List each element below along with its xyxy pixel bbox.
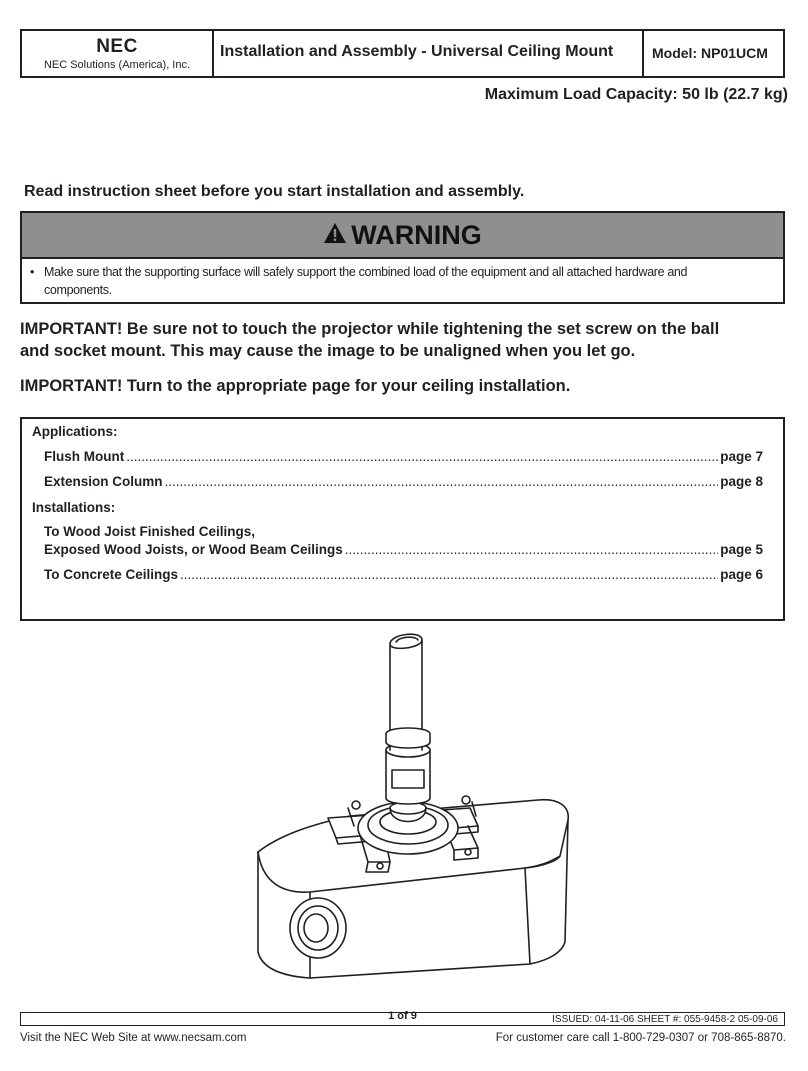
toc-entry-label: To Concrete Ceilings xyxy=(44,567,179,582)
toc-entry-label: Extension Column xyxy=(44,474,163,489)
toc-wood-ceilings[interactable] xyxy=(44,542,763,557)
max-load-capacity: Maximum Load Capacity: 50 lb (22.7 kg) xyxy=(484,86,788,103)
toc-extension-column[interactable] xyxy=(44,474,763,489)
company-name: NEC Solutions (America), Inc. xyxy=(43,59,191,71)
nec-logo: NEC xyxy=(96,36,138,57)
warning-title: WARNING xyxy=(351,220,482,250)
leader-dots xyxy=(126,449,718,464)
website-note: Visit the NEC Web Site at www.necsam.com xyxy=(20,1032,247,1044)
bullet: • xyxy=(30,265,35,279)
projector-mount-illustration xyxy=(240,630,590,985)
important-note-2: IMPORTANT! Turn to the appropriate page for your ceiling installation. xyxy=(20,377,571,395)
model-cell xyxy=(644,31,783,76)
toc-flush-mount[interactable] xyxy=(44,449,763,464)
document-header xyxy=(20,29,785,78)
title-cell xyxy=(212,31,644,76)
toc-page: page 5 xyxy=(720,542,763,557)
toc-entry-label: Flush Mount xyxy=(44,449,125,464)
toc-concrete-ceilings[interactable] xyxy=(44,567,763,582)
issued-info: ISSUED: 04-11-06 SHEET #: 055-9458-2 05-09-06 xyxy=(552,1014,778,1025)
leader-dots xyxy=(180,567,718,582)
contents-box xyxy=(20,417,785,621)
leader-dots xyxy=(345,542,718,557)
warning-text: Make sure that the supporting surface will safely support the combined load of the equipment and all attached hardware and components. xyxy=(44,265,688,297)
toc-wood-line1: To Wood Joist Finished Ceilings, xyxy=(44,524,256,539)
installations-label: Installations: xyxy=(32,500,116,515)
warning-item xyxy=(30,263,753,299)
warning-triangle-icon xyxy=(323,222,347,244)
footer-bar xyxy=(20,1012,785,1026)
page-number: 1 of 9 xyxy=(388,1010,417,1022)
warning-header xyxy=(22,213,783,259)
toc-entry-label: Exposed Wood Joists, or Wood Beam Ceilings xyxy=(44,542,343,557)
read-instructions-note: Read instruction sheet before you start installation and assembly. xyxy=(24,183,525,200)
applications-label: Applications: xyxy=(32,424,118,439)
important-note-1: IMPORTANT! Be sure not to touch the projector while tightening the set screw on the ball and socket mount. This may cause the image to be unaligned when you let go. xyxy=(20,320,720,360)
document-title: Installation and Assembly - Universal Ceiling Mount xyxy=(220,43,614,60)
model-number: Model: NP01UCM xyxy=(652,45,768,61)
leader-dots xyxy=(165,474,719,489)
toc-page: page 7 xyxy=(720,449,763,464)
warning-box xyxy=(20,211,785,304)
logo-cell xyxy=(22,31,214,76)
toc-page: page 8 xyxy=(720,474,763,489)
customer-care-note: For customer care call 1-800-729-0307 or 708-865-8870. xyxy=(495,1032,786,1044)
toc-page: page 6 xyxy=(720,567,763,582)
